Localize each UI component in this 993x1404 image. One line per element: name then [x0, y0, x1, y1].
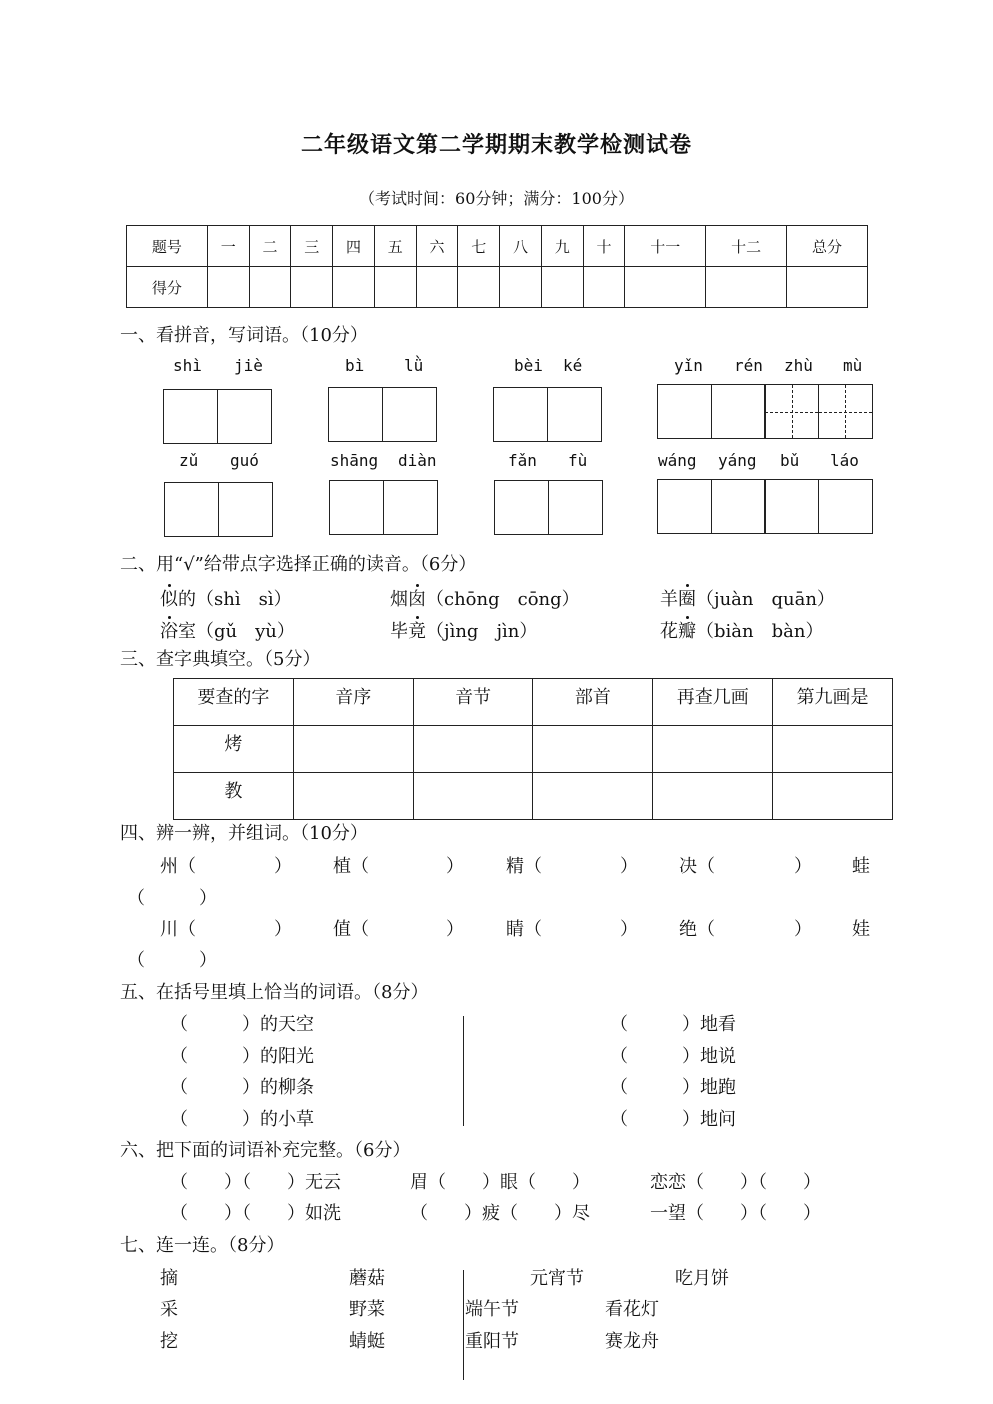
pinyin: lǜ — [404, 356, 424, 375]
grid-cell[interactable] — [818, 384, 873, 439]
score-cell[interactable] — [541, 267, 583, 308]
section-3-heading: 三、查字典填空。（5分） — [120, 649, 321, 670]
score-col: 十 — [583, 226, 625, 267]
pinyin: guó — [230, 451, 259, 470]
score-row-label: 题号 — [127, 226, 208, 267]
match-festival[interactable]: 重阳节 — [465, 1331, 519, 1352]
score-cell[interactable] — [416, 267, 458, 308]
pinyin: fǎn — [508, 451, 537, 470]
pinyin: diàn — [398, 451, 437, 470]
pinyin: rén — [734, 356, 763, 375]
idiom-item: 恋恋（ ）（ ） — [650, 1172, 821, 1193]
score-col: 六 — [416, 226, 458, 267]
fill-item: （ ）的柳条 — [170, 1077, 314, 1098]
pinyin: bǔ — [780, 451, 800, 470]
item-text: （juàn quān） — [696, 589, 835, 610]
item-text: 的（shì sì） — [178, 589, 292, 610]
dotted-char: 囱 — [408, 589, 426, 610]
dotted-char: 似 — [160, 589, 178, 610]
dict-header: 要查的字 — [174, 679, 294, 726]
writing-grid[interactable] — [329, 480, 436, 535]
dotted-char: 圈 — [678, 589, 696, 610]
section-2-heading: 二、用“√”给带点字选择正确的读音。（6分） — [120, 554, 477, 575]
section-7-heading: 七、连一连。（8分） — [120, 1235, 285, 1256]
score-col: 四 — [333, 226, 375, 267]
fill-item: （ ）的天空 — [170, 1014, 314, 1035]
fill-item: （ ）地跑 — [610, 1077, 736, 1098]
pinyin: zhù — [784, 356, 813, 375]
pinyin: ké — [563, 356, 583, 375]
score-cell[interactable] — [625, 267, 706, 308]
word-item: 睛（ — [506, 919, 542, 940]
dict-cell[interactable] — [533, 773, 653, 820]
section-5-heading: 五、在括号里填上恰当的词语。（8分） — [120, 982, 429, 1003]
pronunciation-item[interactable] — [160, 585, 292, 611]
match-custom[interactable]: 赛龙舟 — [605, 1331, 659, 1352]
dict-cell[interactable] — [293, 726, 413, 773]
match-festival[interactable]: 端午节 — [465, 1299, 519, 1320]
close-paren: ） — [274, 919, 292, 940]
word-item: 州（ — [160, 856, 196, 877]
close-paren: ） — [274, 856, 292, 877]
match-noun[interactable]: 蘑菇 — [349, 1268, 385, 1289]
word-item: 值（ — [333, 919, 369, 940]
section-6-heading: 六、把下面的词语补充完整。（6分） — [120, 1140, 411, 1161]
pronunciation-item[interactable] — [160, 617, 295, 643]
match-verb[interactable]: 采 — [160, 1299, 178, 1320]
divider — [463, 1016, 464, 1126]
item-text: 花 — [660, 621, 678, 642]
item-text: 烟 — [390, 589, 408, 610]
dict-header: 音节 — [413, 679, 533, 726]
dotted-char: 竟 — [408, 621, 426, 642]
fill-item: （ ）地问 — [610, 1109, 736, 1130]
score-col: 八 — [500, 226, 542, 267]
pinyin: zǔ — [179, 451, 199, 470]
dict-char: 烤 — [174, 726, 294, 773]
score-col: 二 — [249, 226, 291, 267]
writing-grid[interactable] — [328, 387, 435, 442]
idiom-item: （ ）（ ）无云 — [170, 1172, 341, 1193]
pinyin: wáng — [658, 451, 697, 470]
word-item: 精（ — [506, 856, 542, 877]
close-paren: ） — [446, 856, 464, 877]
grid-cell[interactable] — [657, 384, 712, 439]
match-noun[interactable]: 野菜 — [349, 1299, 385, 1320]
score-row-label: 得分 — [127, 267, 208, 308]
writing-grid[interactable] — [494, 480, 601, 535]
pronunciation-item[interactable] — [390, 585, 580, 611]
dict-cell[interactable] — [653, 773, 773, 820]
score-col: 七 — [458, 226, 500, 267]
dict-header: 再查几画 — [653, 679, 773, 726]
score-col: 三 — [291, 226, 333, 267]
section-4-heading: 四、辨一辨，并组词。（10分） — [120, 823, 368, 844]
pinyin: láo — [830, 451, 859, 470]
pronunciation-item[interactable] — [660, 617, 823, 643]
close-paren: ） — [446, 919, 464, 940]
grid-cell[interactable] — [217, 389, 272, 444]
match-festival[interactable]: 元宵节 — [530, 1268, 584, 1289]
grid-cell[interactable] — [657, 479, 712, 534]
dict-cell[interactable] — [773, 726, 893, 773]
grid-cell[interactable] — [382, 387, 437, 442]
pinyin: shāng — [330, 451, 379, 470]
grid-cell[interactable] — [764, 384, 819, 439]
grid-cell[interactable] — [218, 482, 273, 537]
grid-cell[interactable] — [383, 480, 438, 535]
wrap-paren: （ ） — [127, 950, 217, 971]
pinyin: bèi — [514, 356, 543, 375]
item-text: （chōng cōng） — [426, 589, 580, 610]
score-cell[interactable] — [787, 267, 868, 308]
pinyin: mù — [843, 356, 863, 375]
grid-cell[interactable] — [163, 389, 218, 444]
word-item: 决（ — [679, 856, 715, 877]
score-table — [126, 225, 868, 308]
item-text: 羊 — [660, 589, 678, 610]
score-col: 一 — [207, 226, 249, 267]
score-cell[interactable] — [706, 267, 787, 308]
writing-grid[interactable] — [164, 482, 271, 537]
pronunciation-item[interactable] — [390, 617, 537, 643]
fill-item: （ ）的阳光 — [170, 1046, 314, 1067]
divider — [463, 1270, 464, 1380]
match-noun[interactable]: 蜻蜓 — [349, 1331, 385, 1352]
idiom-item: 一望（ ）（ ） — [650, 1203, 821, 1224]
dotted-char: 浴 — [160, 621, 178, 642]
close-paren: ） — [794, 856, 812, 877]
score-col: 总分 — [787, 226, 868, 267]
score-col: 九 — [541, 226, 583, 267]
score-col: 十一 — [625, 226, 706, 267]
score-col: 五 — [374, 226, 416, 267]
grid-cell[interactable] — [818, 479, 873, 534]
score-cell[interactable] — [583, 267, 625, 308]
item-text: 毕 — [390, 621, 408, 642]
score-cell[interactable] — [291, 267, 333, 308]
pinyin: bì — [345, 356, 365, 375]
pinyin: fù — [568, 451, 588, 470]
dict-header: 部首 — [533, 679, 653, 726]
fill-item: （ ）地看 — [610, 1014, 736, 1035]
score-cell[interactable] — [374, 267, 416, 308]
dict-cell[interactable] — [293, 773, 413, 820]
grid-cell[interactable] — [764, 479, 819, 534]
dict-cell[interactable] — [413, 726, 533, 773]
grid-cell[interactable] — [548, 480, 603, 535]
dotted-char: 瓣 — [678, 621, 696, 642]
score-col: 十二 — [706, 226, 787, 267]
writing-grid[interactable] — [493, 387, 600, 442]
fill-item: （ ）的小草 — [170, 1109, 314, 1130]
pinyin: shì — [173, 356, 202, 375]
match-custom[interactable]: 看花灯 — [605, 1299, 659, 1320]
word-item: 蛙 — [852, 856, 870, 877]
grid-cell[interactable] — [547, 387, 602, 442]
dict-cell[interactable] — [533, 726, 653, 773]
word-item: 娃 — [852, 919, 870, 940]
pinyin: jiè — [234, 356, 263, 375]
page-title: 二年级语文第二学期期末教学检测试卷 — [300, 133, 692, 158]
score-cell[interactable] — [500, 267, 542, 308]
grid-cell[interactable] — [329, 480, 384, 535]
grid-cell[interactable] — [164, 482, 219, 537]
dict-char: 教 — [174, 773, 294, 820]
score-cell[interactable] — [249, 267, 291, 308]
dict-cell[interactable] — [653, 726, 773, 773]
close-paren: ） — [794, 919, 812, 940]
dict-header: 音序 — [293, 679, 413, 726]
pinyin: yáng — [718, 451, 757, 470]
pronunciation-item[interactable] — [660, 585, 835, 611]
match-verb[interactable]: 挖 — [160, 1331, 178, 1352]
word-item: 川（ — [160, 919, 196, 940]
grid-cell[interactable] — [328, 387, 383, 442]
match-custom[interactable]: 吃月饼 — [675, 1268, 729, 1289]
score-cell[interactable] — [207, 267, 249, 308]
score-cell[interactable] — [458, 267, 500, 308]
item-text: 室（gǔ yù） — [178, 621, 295, 642]
match-verb[interactable]: 摘 — [160, 1268, 178, 1289]
wrap-paren: （ ） — [127, 888, 217, 909]
idiom-item: （ ）（ ）如洗 — [170, 1203, 341, 1224]
idiom-item: （ ）疲（ ）尽 — [410, 1203, 590, 1224]
word-item: 绝（ — [679, 919, 715, 940]
dict-cell[interactable] — [773, 773, 893, 820]
dict-header: 第九画是 — [773, 679, 893, 726]
dictionary-table — [173, 678, 893, 820]
idiom-item: 眉（ ）眼（ ） — [410, 1172, 590, 1193]
pinyin: yǐn — [674, 356, 703, 375]
close-paren: ） — [620, 856, 638, 877]
writing-grid[interactable] — [657, 384, 871, 439]
close-paren: ） — [620, 919, 638, 940]
item-text: （jìng jìn） — [426, 621, 538, 642]
grid-cell[interactable] — [493, 387, 548, 442]
grid-cell[interactable] — [494, 480, 549, 535]
section-1-heading: 一、看拼音，写词语。（10分） — [120, 325, 368, 346]
grid-cell[interactable] — [711, 479, 766, 534]
writing-grid[interactable] — [163, 389, 270, 444]
fill-item: （ ）地说 — [610, 1046, 736, 1067]
writing-grid[interactable] — [657, 479, 871, 534]
score-cell[interactable] — [333, 267, 375, 308]
dict-cell[interactable] — [413, 773, 533, 820]
item-text: （biàn bàn） — [696, 621, 824, 642]
grid-cell[interactable] — [711, 384, 766, 439]
word-item: 植（ — [333, 856, 369, 877]
exam-info: （考试时间：60分钟；满分：100分） — [359, 189, 634, 208]
